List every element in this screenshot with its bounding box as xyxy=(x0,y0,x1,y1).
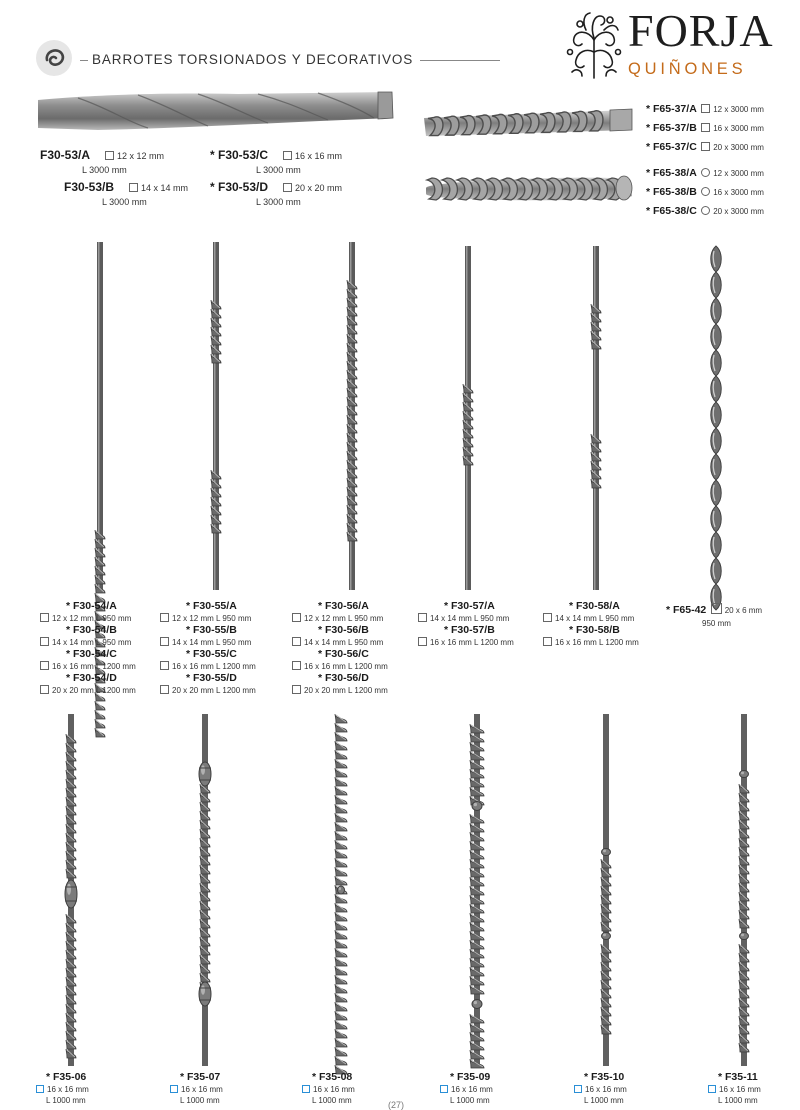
page-number: (27) xyxy=(388,1100,405,1110)
square-section-icon xyxy=(283,183,292,192)
bar-image-f35-09 xyxy=(462,714,492,1066)
caption-col-f30-56: * F30-56/A 12 x 12 mm L 950 mm * F30-56/B 14 x 14 mm L 950 mm * F30-56/C 16 x 16 mm L 1200 mm * F30-56/D 20 x 20 mm L 1200 mm xyxy=(292,600,388,696)
square-section-icon xyxy=(543,613,552,622)
square-section-icon xyxy=(418,613,427,622)
caption-col-f30-57: * F30-57/A 14 x 14 mm L 950 mm * F30-57/B 16 x 16 mm L 1200 mm xyxy=(418,600,514,648)
square-section-icon xyxy=(283,151,292,160)
square-section-icon xyxy=(701,123,710,132)
caption-col-f30-55: * F30-55/A 12 x 12 mm L 950 mm * F30-55/B 14 x 14 mm L 950 mm * F30-55/C 16 x 16 mm L 1200 mm * F30-55/D 20 x 20 mm L 1200 mm xyxy=(160,600,256,696)
bar-image-f65-37 xyxy=(420,100,634,142)
square-section-icon xyxy=(292,637,301,646)
square-section-icon xyxy=(160,661,169,670)
brand-name: FORJA xyxy=(628,5,774,56)
header-rule-left xyxy=(80,60,88,61)
bar-image-f30-57 xyxy=(458,244,478,592)
caption-f65-42: * F65-42 20 x 6 mm 950 mm xyxy=(666,604,763,628)
square-section-icon xyxy=(40,637,49,646)
square-section-icon xyxy=(543,637,552,646)
caption-col-f30-58: * F30-58/A 14 x 14 mm L 950 mm * F30-58/B 16 x 16 mm L 1200 mm xyxy=(543,600,639,648)
caption-f65-38-b: * F65-38/B 16 x 3000 mm xyxy=(646,186,764,198)
bar-image-f35-11 xyxy=(732,714,756,1066)
caption-f35-11: * F35-11 16 x 16 mm L 1000 mm xyxy=(708,1071,761,1106)
caption-f35-09: * F35-09 16 x 16 mm L 1000 mm xyxy=(440,1071,493,1106)
header-rule-right xyxy=(420,60,500,61)
caption-f30-53-b: F30-53/B 14 x 14 mm L 3000 mm xyxy=(64,180,188,207)
square-section-icon xyxy=(40,661,49,670)
caption-f65-38-c: * F65-38/C 20 x 3000 mm xyxy=(646,205,764,217)
bar-image-f30-56 xyxy=(342,240,362,592)
bar-image-f35-08 xyxy=(326,714,356,1066)
wrought-iron-tree-icon xyxy=(564,8,624,80)
square-section-icon xyxy=(701,104,710,113)
square-section-icon xyxy=(574,1085,582,1093)
page-title: BARROTES TORSIONADOS Y DECORATIVOS xyxy=(92,52,414,67)
caption-f65-38-a: * F65-38/A 12 x 3000 mm xyxy=(646,167,764,179)
caption-f35-06: * F35-06 16 x 16 mm L 1000 mm xyxy=(36,1071,89,1106)
square-section-icon xyxy=(440,1085,448,1093)
caption-f30-53-c: * F30-53/C 16 x 16 mm L 3000 mm xyxy=(210,148,342,175)
square-section-icon xyxy=(105,151,114,160)
square-section-icon xyxy=(711,603,722,614)
bar-image-f30-53 xyxy=(38,88,394,134)
brand-subtitle: QUIÑONES xyxy=(628,60,747,78)
bar-image-f65-38 xyxy=(424,166,634,210)
bar-image-f35-10 xyxy=(594,714,618,1066)
square-section-icon xyxy=(40,613,49,622)
bar-image-f30-55 xyxy=(206,240,226,592)
bar-image-f35-06 xyxy=(56,714,86,1066)
bar-image-f30-58 xyxy=(586,244,606,592)
square-section-icon xyxy=(36,1085,44,1093)
caption-col-f30-54: * F30-54/A 12 x 12 mm L 950 mm * F30-54/B 14 x 14 mm L 950 mm * F30-54/C 16 x 16 mm L 1200 mm * F30-54/D 20 x 20 mm L 1200 mm xyxy=(40,600,136,696)
caption-f30-53-d: * F30-53/D 20 x 20 mm L 3000 mm xyxy=(210,180,342,207)
round-section-icon xyxy=(701,168,710,177)
square-section-icon xyxy=(160,613,169,622)
square-section-icon xyxy=(40,685,49,694)
list-f65-38 xyxy=(646,162,764,219)
caption-f35-07: * F35-07 16 x 16 mm L 1000 mm xyxy=(170,1071,223,1106)
square-section-icon xyxy=(160,685,169,694)
square-section-icon xyxy=(292,613,301,622)
spiral-scroll-icon xyxy=(34,38,74,78)
list-f65-37 xyxy=(646,98,764,155)
bar-image-f65-42 xyxy=(704,244,728,592)
caption-f35-10: * F35-10 16 x 16 mm L 1000 mm xyxy=(574,1071,627,1106)
square-section-icon xyxy=(701,142,710,151)
square-section-icon xyxy=(708,1085,716,1093)
square-section-icon xyxy=(418,637,427,646)
caption-f30-53-a: F30-53/A 12 x 12 mm L 3000 mm xyxy=(40,148,164,175)
square-section-icon xyxy=(292,661,301,670)
square-section-icon xyxy=(170,1085,178,1093)
square-section-icon xyxy=(129,183,138,192)
square-section-icon xyxy=(302,1085,310,1093)
caption-f65-37-c: * F65-37/C 20 x 3000 mm xyxy=(646,141,764,153)
caption-f65-37-b: * F65-37/B 16 x 3000 mm xyxy=(646,122,764,134)
bar-image-f35-07 xyxy=(190,714,220,1066)
square-section-icon xyxy=(160,637,169,646)
round-section-icon xyxy=(701,206,710,215)
caption-f35-08: * F35-08 16 x 16 mm L 1000 mm xyxy=(302,1071,355,1106)
bar-image-f30-54 xyxy=(90,240,110,592)
round-section-icon xyxy=(701,187,710,196)
caption-f65-37-a: * F65-37/A 12 x 3000 mm xyxy=(646,103,764,115)
square-section-icon xyxy=(292,685,301,694)
